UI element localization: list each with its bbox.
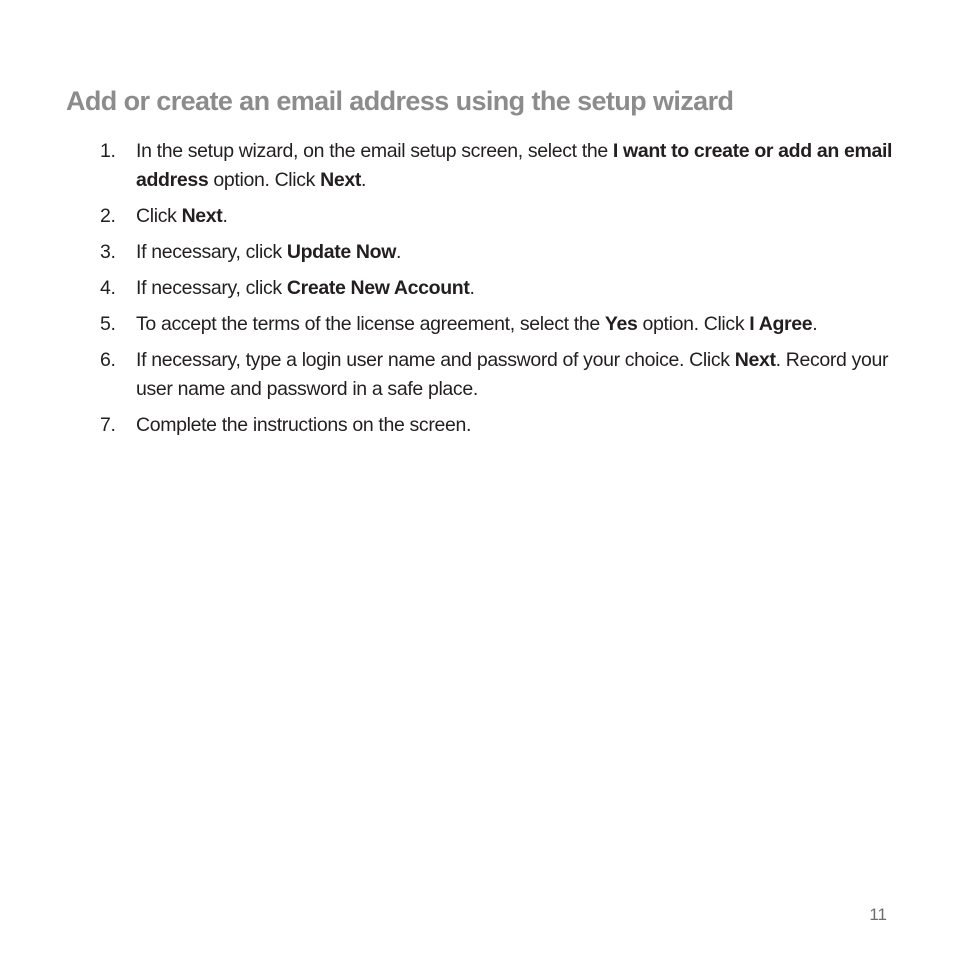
step-number: 7. [100, 414, 116, 436]
step-text: Click Next. [136, 205, 228, 227]
option-name: I want to create or add an email address [136, 140, 893, 191]
option-name: Yes [604, 313, 638, 335]
step-text: In the setup wizard, on the email setup screen, select the I want to create or add an email address option. Click Next. [136, 140, 893, 191]
button-name: Next [320, 169, 362, 191]
step-number: 4. [100, 277, 116, 299]
step-text: Complete the instructions on the screen. [136, 414, 472, 436]
step-text: If necessary, click Update Now. [136, 241, 402, 263]
page-heading: Add or create an email address using the setup wizard [66, 86, 734, 116]
button-name: Create New Account [286, 277, 470, 299]
step-3 [100, 238, 900, 267]
step-2 [100, 202, 900, 231]
button-name: Update Now [286, 241, 397, 263]
step-number: 5. [100, 313, 116, 335]
step-number: 1. [100, 140, 116, 162]
step-text: To accept the terms of the license agreement, select the Yes option. Click I Agree. [136, 313, 818, 335]
setup-steps-list [100, 137, 900, 447]
step-7 [100, 411, 900, 440]
button-name: I Agree [749, 313, 813, 335]
step-number: 6. [100, 349, 116, 371]
step-text: If necessary, type a login user name and password of your choice. Click Next. Record your user name and password in a safe place. [136, 349, 889, 400]
button-name: Next [181, 205, 223, 227]
step-1 [100, 137, 900, 195]
step-4 [100, 274, 900, 303]
button-name: Next [734, 349, 776, 371]
page-number: 11 [869, 905, 887, 924]
step-6 [100, 346, 900, 404]
step-number: 2. [100, 205, 116, 227]
step-number: 3. [100, 241, 116, 263]
step-5 [100, 310, 900, 339]
step-text: If necessary, click Create New Account. [136, 277, 475, 299]
